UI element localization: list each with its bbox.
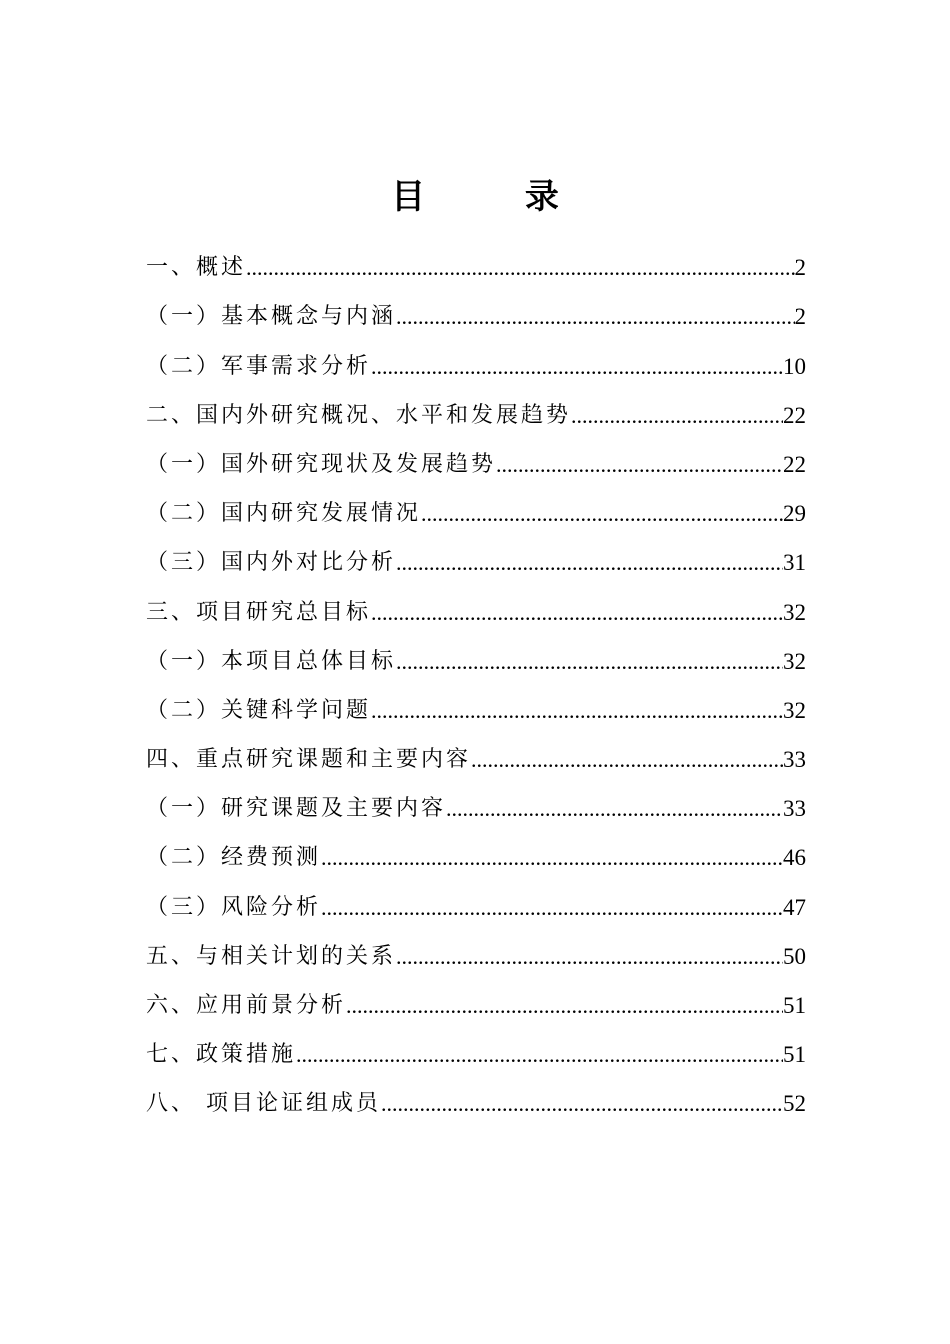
- toc-dot-leader: [371, 598, 783, 632]
- toc-entry-label: 二、国内外研究概况、水平和发展趋势: [146, 402, 572, 428]
- toc-entry-label: （一）基本概念与内涵: [146, 304, 397, 330]
- toc-entry-label: （二）军事需求分析: [146, 353, 372, 379]
- toc-entry[interactable]: [146, 238, 806, 287]
- toc-dot-leader: [321, 843, 783, 877]
- toc-entry-label: （三）风险分析: [146, 894, 322, 920]
- toc-title: 目 录: [391, 177, 603, 217]
- toc-entry-label: （二）经费预测: [146, 845, 322, 871]
- toc-list: [146, 238, 806, 1123]
- toc-entry[interactable]: [146, 927, 806, 976]
- toc-entry-page: 31: [783, 550, 806, 576]
- toc-entry[interactable]: [146, 779, 806, 828]
- toc-entry[interactable]: [146, 435, 806, 484]
- toc-entry-label: 四、重点研究课题和主要内容: [146, 747, 472, 773]
- toc-entry-page: 32: [783, 648, 806, 674]
- toc-entry-page: 22: [783, 402, 806, 428]
- toc-dot-leader: [396, 647, 783, 681]
- toc-entry[interactable]: [146, 533, 806, 582]
- toc-dot-leader: [421, 499, 783, 533]
- toc-entry-page: 52: [783, 1091, 806, 1117]
- toc-entry-label: （一）研究课题及主要内容: [146, 796, 447, 822]
- toc-dot-leader: [571, 401, 783, 435]
- toc-entry-label: 八、 项目论证组成员: [146, 1091, 381, 1117]
- toc-entry-label: 六、应用前景分析: [146, 993, 347, 1018]
- toc-dot-leader: [246, 253, 794, 287]
- toc-entry[interactable]: [146, 336, 806, 385]
- toc-entry-label: （三）国内外对比分析: [146, 550, 397, 576]
- toc-entry-label: （二）关键科学问题: [146, 697, 372, 723]
- toc-entry-page: 10: [783, 353, 806, 379]
- toc-dot-leader: [321, 893, 783, 927]
- toc-entry-page: 29: [783, 501, 806, 527]
- toc-entry[interactable]: [146, 582, 806, 631]
- toc-entry[interactable]: [146, 632, 806, 681]
- toc-dot-leader: [396, 302, 794, 336]
- toc-entry[interactable]: [146, 287, 806, 336]
- toc-entry[interactable]: [146, 877, 806, 926]
- toc-entry[interactable]: [146, 1074, 806, 1123]
- toc-entry[interactable]: [146, 681, 806, 730]
- toc-entry-label: （一）国外研究现状及发展趋势: [146, 451, 497, 477]
- toc-dot-leader: [371, 696, 783, 730]
- toc-entry[interactable]: [146, 1025, 806, 1074]
- toc-entry-label: 七、政策措施: [146, 1042, 297, 1068]
- toc-entry-page: 2: [794, 304, 806, 330]
- toc-entry[interactable]: [146, 976, 806, 1025]
- toc-entry-page: 51: [783, 993, 806, 1018]
- toc-entry-label: 五、与相关计划的关系: [146, 943, 397, 969]
- toc-entry-label: 三、项目研究总目标: [146, 599, 372, 625]
- toc-dot-leader: [446, 794, 783, 828]
- toc-dot-leader: [471, 745, 783, 779]
- toc-entry-page: 47: [783, 894, 806, 920]
- toc-entry[interactable]: [146, 484, 806, 533]
- toc-entry-label: （一）本项目总体目标: [146, 648, 397, 674]
- toc-dot-leader: [371, 352, 783, 386]
- toc-dot-leader: [381, 1089, 783, 1123]
- toc-dot-leader: [346, 991, 783, 1025]
- toc-entry-page: 46: [783, 845, 806, 871]
- toc-entry-page: 33: [783, 747, 806, 773]
- toc-dot-leader: [496, 450, 783, 484]
- toc-entry-label: 一、概述: [146, 255, 247, 281]
- toc-entry-page: 22: [783, 451, 806, 477]
- toc-entry[interactable]: [146, 386, 806, 435]
- toc-entry-page: 50: [783, 943, 806, 969]
- toc-entry-page: 32: [783, 599, 806, 625]
- toc-entry-page: 51: [783, 1042, 806, 1068]
- toc-dot-leader: [396, 548, 783, 582]
- toc-dot-leader: [296, 1040, 783, 1074]
- toc-entry[interactable]: [146, 828, 806, 877]
- toc-entry-label: （二）国内研究发展情况: [146, 501, 422, 527]
- toc-entry-page: 33: [783, 796, 806, 822]
- toc-dot-leader: [396, 942, 783, 976]
- toc-entry[interactable]: [146, 730, 806, 779]
- toc-entry-page: 2: [794, 255, 806, 281]
- toc-entry-page: 32: [783, 697, 806, 723]
